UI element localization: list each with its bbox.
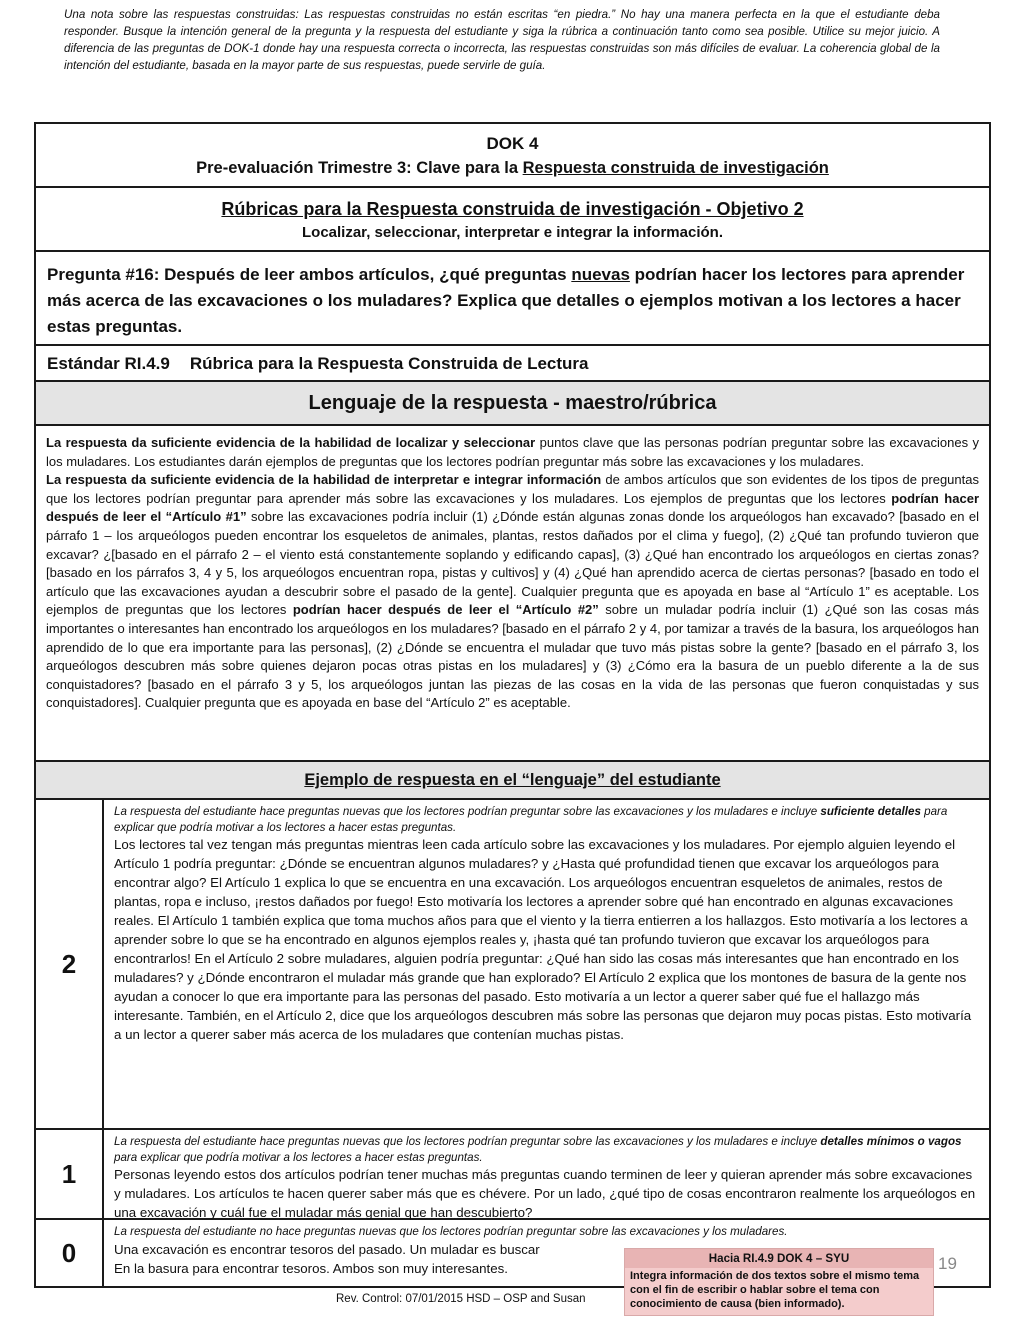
score-description [104, 1130, 989, 1218]
revision-footer: Rev. Control: 07/01/2015 HSD – OSP and Susan [336, 1293, 586, 1305]
score-value: 2 [36, 800, 104, 1128]
student-sample-line-1: Una excavación es encontrar tesoros del pasado. Un muladar es buscar [114, 1241, 540, 1257]
standard-tag [624, 1248, 934, 1316]
rubric-body [36, 426, 989, 762]
title-underlined: Respuesta construida de investigación [522, 159, 829, 177]
score-row-2 [36, 800, 989, 1130]
rubric-table [34, 122, 991, 1288]
rubric-heading: Rúbricas para la Respuesta construida de investigación - Objetivo 2 [221, 199, 804, 219]
score-row-1 [36, 1130, 989, 1220]
page-number: 19 [938, 1254, 957, 1273]
standard-label: Rúbrica para la Respuesta Construida de Lectura [189, 354, 589, 373]
title-row [36, 124, 989, 188]
score-criteria: La respuesta del estudiante hace preguntas nuevas que los lectores podrían preguntar sobre las excavaciones y los muladares e incluye detalles mínimos o vagos para explicar que podría motivar a los lectores a hacer estas preguntas. [114, 1135, 962, 1164]
student-sample-response: Personas leyendo estos dos artículos podrían tener muchas más preguntas cuando terminen de leer y quieran aprender más sobre excavaciones y muladares. Los artículos te hacen querer saber más que es chévere. Por un lado, ¿qué tipo de cosas encontraron realmente los arqueólogos en una excavación y cuál fue el muladar más genial que han descubierto? [114, 1167, 976, 1220]
document-title: Pre-evaluación Trimestre 3: Clave para la Respuesta construida de investigación [196, 159, 829, 177]
constructed-response-note: Una nota sobre las respuestas construidas: Las respuestas construidas no están escritas “en piedra.” No hay una manera perfecta en la que el estudiante deba responder. Busque la intención general de la pregunta y la respuesta del estudiante y siga la rúbrica a continuación tanto como sea posible. Utilice su mejor juicio. A diferencia de las preguntas de DOK-1 donde hay una respuesta correcta o incorrecta, las respuestas construidas son más difíciles de evaluar. La coherencia global de la intención del estudiante, basada en la mayor parte de sus respuestas, puede servirle de guía. [64, 8, 940, 72]
standard-tag-heading: Hacia RI.4.9 DOK 4 – SYU [625, 1249, 933, 1268]
rubric-paragraph-2: La respuesta da suficiente evidencia de la habilidad de interpretar e integrar información de ambos artículos que son evidentes de los tipos de preguntas que los lectores podrían preguntar para aprender más sobre las excavaciones y los muladares. Los ejemplos de preguntas que los lectores podrían hacer después de leer el “Artículo #1” sobre las excavaciones podría incluir (1) ¿Dónde están algunas zonas donde los arqueólogos han excavado? [basado en el párrafo 1 – los arqueólogos pueden encontrar los esqueletos de animales, plantas, restos dañados por el clima y fuego], (2) ¿Qué tan profundo tuvieron que excavar? ¿[basado en el párrafo 2 – el viento está constantemente soplando y edificando capas], (3) ¿Qué han encontrado los arqueólogos en ciertas zonas? [basado en los párrafos 3, 4 y 5, los arqueólogos encuentran ropa, pistas y cultivos] y (4) ¿Qué han aprendido acerca de ciertas personas? [basado en todo el artículo que las excavaciones ayudan a descubrir sobre el pasado de la gente]. Cualquier pregunta que es apoyada en base al “Artículo 1” es aceptable. Los ejemplos de preguntas que los lectores podrían hacer después de leer el “Artículo #2” sobre un muladar podría incluir (1) ¿Qué son las cosas más importantes o interesantes han encontrado los arqueólogos en los muladares? [basado en el párrafo 2 y 4, por tamizar a través de la basura, los arqueólogos han aprendido de lo que era importante para las personas], (2) ¿Dónde se encuentra el muladar que tuvo más pistas sobre la gente? [basado en el párrafo 3, los arqueólogos descubren más sobre quienes dejaron pocas otras pistas en los muladares] y (3) ¿Cómo era la basura de un pueblo diferente a la de sus conquistadores? [basado en el párrafo 3 y 5, los arqueólogos juntan las piezas de las cosas en la vida de las personas que fueron conquistadas y sus conquistadores]. Cualquier pregunta que es apoyada en base del “Artículo 2” es aceptable. [46, 472, 979, 711]
rubric-paragraph-1: La respuesta da suficiente evidencia de la habilidad de localizar y seleccionar puntos clave que las personas podrían preguntar sobre las excavaciones y los muladares. Los estudiantes darán ejemplos de preguntas que los lectores podrían preguntar más sobre las excavaciones y los muladares. [46, 435, 979, 469]
language-heading: Lenguaje de la respuesta - maestro/rúbrica [36, 382, 989, 426]
standard-code: Estándar RI.4.9 [47, 354, 170, 373]
dok-label: DOK 4 [486, 134, 539, 153]
question-underlined: nuevas [571, 265, 630, 284]
score-description [104, 800, 989, 1128]
rubric-subheading: Localizar, seleccionar, interpretar e integrar la información. [302, 224, 723, 241]
question-text-before: Pregunta #16: Después de leer ambos artículos, ¿qué preguntas [47, 265, 572, 284]
student-sample-line-2: En la basura para encontrar tesoros. Ambos son muy interesantes. [114, 1260, 508, 1276]
student-sample-response: Los lectores tal vez tengan más preguntas mientras leen cada artículo sobre las excavaciones y los muladares. Por ejemplo alguien leyendo el Artículo 1 podría preguntar: ¿Dónde se encuentran algunos muladares? y ¿Hasta qué profundidad tienen que excavar los arqueólogos para encontrar algo? El Artículo 1 explica lo que se encuentra en una excavación. Los arqueólogos encuentran esqueletos de animales, restos de plantas, ropa e incluso, ¡restos dañados por fuego! Esto motivaría los lectores a aprender sobre qué han encontrado en algunas excavaciones reales. El Artículo 1 también explica que toma muchos años para que el viento y la tierra entierren a los hallazgos. Esto motivaría a los lectores a aprender sobre lo que se ha encontrado en algunos ejemplos reales y, ¡hasta qué tan profundo tuvieron que excavar los arqueólogos para encontrarlos! En el Artículo 2 sobre muladares, alguien podría preguntar: ¿Qué han sido las cosas más interesantes que han encontrado en los muladares? y ¿Dónde encontraron el muladar más grande que han explorado? El Artículo 2 explica que los montones de basura de la gente nos ayudan a conocer lo que era importante para las personas del pasado. Esto motivaría a un lector a querer saber qué fue el hallazgo más interesante. También, en el Artículo 2, dice que los arqueólogos descubren más sobre las personas que dejaron muy pocas pistas. Esto motivaría a un lector a querer saber más acerca de los muladares que contenían muchas pistas. [114, 837, 972, 1042]
question-text-after: podrían hacer los lectores para aprender más acerca de las excavaciones o los muladares? Explica que detalles o ejemplos motivan a los lectores a hacer estas preguntas. [47, 265, 965, 336]
question-row [36, 252, 989, 346]
score-value: 1 [36, 1130, 104, 1218]
example-heading: Ejemplo de respuesta en el “lenguaje” del estudiante [36, 762, 989, 800]
score-criteria: La respuesta del estudiante hace preguntas nuevas que los lectores podrían preguntar sobre las excavaciones y los muladares e incluye suficiente detalles para explicar que podría motivar a los lectores a hacer estas preguntas. [114, 805, 948, 834]
standard-row [36, 346, 989, 382]
score-criteria: La respuesta del estudiante no hace preguntas nuevas que los lectores podrían preguntar sobre las excavaciones y los muladares. [114, 1225, 788, 1238]
score-value: 0 [36, 1220, 104, 1286]
rubric-row [36, 188, 989, 252]
standard-tag-text: Integra información de dos textos sobre el mismo tema con el fin de escribir o hablar sobre el tema con conocimiento de causa (bien informado). [630, 1270, 920, 1310]
